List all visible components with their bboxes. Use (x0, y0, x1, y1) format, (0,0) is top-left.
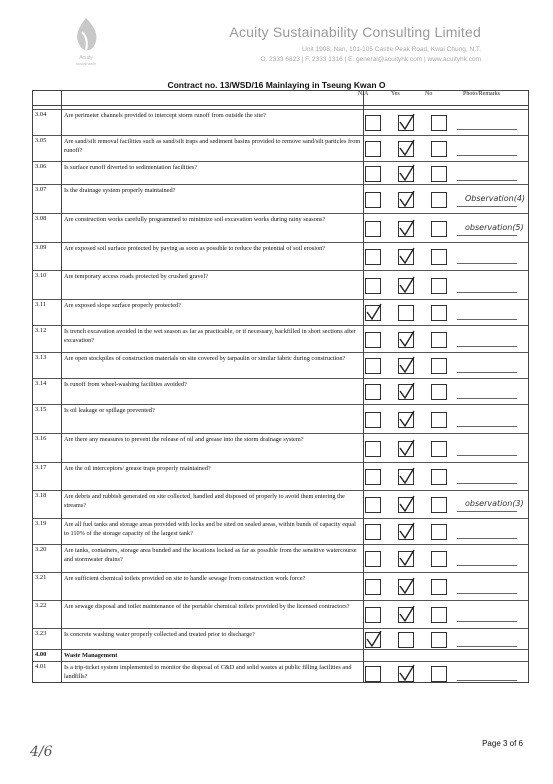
checkmark-icon (398, 138, 416, 158)
checkbox-na[interactable] (365, 524, 381, 540)
checkbox-na[interactable] (365, 632, 381, 648)
checkmark-icon (398, 218, 416, 238)
checkmark-icon (398, 355, 416, 375)
remarks-line (457, 206, 517, 207)
checkbox-na[interactable] (365, 278, 381, 294)
handwritten-remark: Observation(4) (465, 194, 526, 203)
checkbox-yes[interactable] (398, 221, 414, 237)
checkbox-no[interactable] (431, 249, 447, 265)
checkmark-icon (365, 629, 383, 649)
table-row (33, 649, 528, 661)
checkbox-na[interactable] (365, 166, 381, 182)
row-number: 3.22 (35, 602, 47, 609)
row-question: Are sand/silt removal facilities such as sand/silt traps and sediment basins provided to remove sand/silt particles from runoff? (64, 138, 361, 154)
table-row (33, 462, 528, 490)
row-number: 3.05 (35, 137, 47, 144)
table-row (33, 628, 528, 649)
table-row (33, 184, 528, 213)
checkbox-yes[interactable] (398, 441, 414, 457)
remarks-line (457, 538, 517, 539)
remarks-line (457, 426, 517, 427)
checkmark-icon (398, 163, 416, 183)
row-question: Are sewage disposal and toilet maintenance of the portable chemical toilets provided by the licensed contractors? (64, 603, 350, 610)
table-row (33, 270, 528, 299)
checkmark-icon (365, 302, 383, 322)
row-question: Is runoff from wheel-washing facilities avoided? (64, 381, 187, 388)
checkbox-no[interactable] (431, 305, 447, 321)
row-number: 4.00 (35, 651, 47, 658)
remarks-line (457, 646, 517, 647)
checkmark-icon (398, 112, 416, 132)
row-question: Are the oil interceptors/ grease traps properly maintained? (64, 465, 211, 472)
row-question: Are all fuel tanks and storage areas provided with locks and be sited on sealed areas, within bunds of capacity equal to 110% of the storage capacity of the largest tank? (64, 521, 356, 537)
checkbox-na[interactable] (365, 332, 381, 348)
row-question: Are temporary access roads protected by crushed gravel? (64, 273, 208, 280)
checkbox-no[interactable] (431, 221, 447, 237)
row-number: 3.09 (35, 244, 47, 251)
checkmark-icon (398, 466, 416, 486)
column-header-no: No (425, 91, 433, 97)
checkbox-yes[interactable] (398, 551, 414, 567)
table-row (33, 378, 528, 404)
row-number: 3.12 (35, 327, 47, 334)
checkbox-no[interactable] (431, 332, 447, 348)
row-number: 3.06 (35, 163, 47, 170)
checkmark-icon (398, 275, 416, 295)
checkbox-na[interactable] (365, 412, 381, 428)
row-question: Are perimeter channels provided to intercept storm runoff from outside the site? (64, 112, 266, 119)
row-question: Are exposed soil surface protected by paving as soon as possible to reduce the potential of soil erosion? (64, 245, 326, 252)
remarks-line (457, 346, 517, 347)
checkbox-na[interactable] (365, 141, 381, 157)
company-address: Unit 1908, Nan, 101-105 Castle Peak Road, Kwai Chung, N.T. (302, 46, 481, 53)
row-question: Are tanks, containers, storage area bunded and the locations locked as far as possible from the sensitive watercourse and stormwater drains? (64, 547, 357, 563)
row-question: Waste Management (64, 652, 118, 659)
checkbox-na[interactable] (365, 358, 381, 374)
row-question: Is a trip-ticket system implemented to monitor the disposal of C&D and solid wastes at public filling facilities and landfills? (64, 664, 352, 680)
table-row (33, 661, 528, 684)
remarks-line (457, 621, 517, 622)
checkbox-yes[interactable] (398, 249, 414, 265)
checkbox-yes[interactable] (398, 579, 414, 595)
checkbox-no[interactable] (431, 192, 447, 208)
handwritten-page-note: 4/6 (30, 744, 53, 760)
checkbox-na[interactable] (365, 305, 381, 321)
handwritten-remark: observation(5) (465, 223, 524, 232)
page-number: Page 3 of 6 (482, 739, 523, 748)
table-row (33, 135, 528, 161)
checkbox-yes[interactable] (398, 524, 414, 540)
checkmark-icon (398, 494, 416, 514)
checkbox-yes[interactable] (398, 666, 414, 682)
table-row (33, 299, 528, 325)
checkbox-yes[interactable] (398, 607, 414, 623)
checkbox-na[interactable] (365, 115, 381, 131)
table-row (33, 572, 528, 600)
row-number: 3.04 (35, 111, 47, 118)
row-question: Are open stockpiles of construction materials on site covered by tarpaulin or similar fabric during construction? (64, 355, 346, 362)
row-question: Is trench excavation avoided in the wet season as far as practicable, or if necessary, backfilled in short sections after excavation? (64, 328, 356, 344)
remarks-line (457, 593, 517, 594)
remarks-line (457, 372, 517, 373)
svg-text:sustainable: sustainable (75, 61, 97, 66)
checkbox-na[interactable] (365, 221, 381, 237)
remarks-line (457, 565, 517, 566)
row-question: Are sufficient chemical toilets provided on site to handle sewage from construction work force? (64, 575, 306, 582)
checkbox-no[interactable] (431, 412, 447, 428)
column-header-na: N/A (358, 91, 369, 97)
checkbox-yes[interactable] (398, 469, 414, 485)
table-row (33, 325, 528, 352)
table-row (33, 242, 528, 270)
checkmark-icon (398, 604, 416, 624)
row-number: 3.11 (35, 301, 47, 308)
checkbox-yes[interactable] (398, 278, 414, 294)
remarks-line (457, 129, 517, 130)
company-logo (60, 14, 112, 66)
checkbox-na[interactable] (365, 579, 381, 595)
checkbox-yes[interactable] (398, 305, 414, 321)
checkbox-yes[interactable] (398, 166, 414, 182)
checkbox-yes[interactable] (398, 632, 414, 648)
checkbox-na[interactable] (365, 441, 381, 457)
checkmark-icon (398, 521, 416, 541)
remarks-line (457, 483, 517, 484)
checkbox-no[interactable] (431, 497, 447, 513)
remarks-line (457, 180, 517, 181)
checkbox-yes[interactable] (398, 192, 414, 208)
checkbox-yes[interactable] (398, 141, 414, 157)
checkbox-na[interactable] (365, 666, 381, 682)
company-name: Acuity Sustainability Consulting Limited (229, 24, 481, 40)
checkbox-na[interactable] (365, 384, 381, 400)
checkbox-no[interactable] (431, 632, 447, 648)
row-number: 3.15 (35, 406, 47, 413)
row-number: 3.23 (35, 630, 47, 637)
checkbox-no[interactable] (431, 441, 447, 457)
remarks-line (457, 398, 517, 399)
remarks-line (457, 511, 517, 512)
checkbox-na[interactable] (365, 607, 381, 623)
table-row (33, 600, 528, 628)
row-question: Is concrete washing water properly collected and treated prior to discharge? (64, 631, 255, 638)
checkbox-no[interactable] (431, 607, 447, 623)
row-question: Are exposed slope surface properly protected? (64, 302, 181, 309)
table-row (33, 109, 528, 135)
remarks-line (457, 263, 517, 264)
checkbox-no[interactable] (431, 551, 447, 567)
checkmark-icon (398, 381, 416, 401)
checkbox-no[interactable] (431, 579, 447, 595)
checkbox-no[interactable] (431, 141, 447, 157)
checkbox-no[interactable] (431, 278, 447, 294)
checkbox-no[interactable] (431, 384, 447, 400)
checkbox-na[interactable] (365, 497, 381, 513)
table-row (33, 213, 528, 242)
column-header-remarks: Photo/Remarks (463, 91, 500, 97)
checkbox-yes[interactable] (398, 115, 414, 131)
table-row (33, 404, 528, 433)
checkbox-yes[interactable] (398, 332, 414, 348)
row-question: Are construction works carefully programmed to minimize soil excavation works during rainy seasons? (64, 216, 326, 223)
table-row (33, 518, 528, 544)
remarks-line (457, 235, 517, 236)
row-number: 3.18 (35, 492, 47, 499)
svg-text:Acuity: Acuity (79, 55, 93, 61)
row-number: 3.08 (35, 215, 47, 222)
remarks-line (457, 319, 517, 320)
checkmark-icon (398, 576, 416, 596)
row-question: Is surface runoff diverted to sedimentation facilities? (64, 164, 198, 171)
checkbox-yes[interactable] (398, 497, 414, 513)
checkmark-icon (398, 409, 416, 429)
remarks-line (457, 455, 517, 456)
checkbox-no[interactable] (431, 666, 447, 682)
row-question: Are there any measures to prevent the release of oil and grease into the storm drainage system? (64, 436, 304, 443)
row-number: 3.07 (35, 186, 47, 193)
remarks-line (457, 292, 517, 293)
checklist-table (32, 90, 529, 683)
checkbox-no[interactable] (431, 358, 447, 374)
checkbox-yes[interactable] (398, 358, 414, 374)
checkmark-icon (398, 189, 416, 209)
table-row (33, 490, 528, 518)
row-number: 3.21 (35, 574, 47, 581)
checkbox-yes[interactable] (398, 384, 414, 400)
page-title: Contract no. 13/WSD/16 Mainlaying in Tseung Kwan O (167, 80, 386, 90)
table-row (33, 161, 528, 184)
checkbox-yes[interactable] (398, 412, 414, 428)
row-number: 3.14 (35, 380, 47, 387)
checkmark-icon (398, 246, 416, 266)
table-row (33, 352, 528, 378)
checkbox-no[interactable] (431, 115, 447, 131)
checkmark-icon (398, 663, 416, 683)
row-question: Is oil leakage or spillage prevented? (64, 407, 155, 414)
company-contact: O. 2333 6823 | F. 2333 1316 | E. general@acuityhk.com | www.acuityhk.com (260, 56, 481, 63)
row-number: 3.13 (35, 354, 47, 361)
row-number: 3.10 (35, 272, 47, 279)
column-header-yes: Yes (391, 91, 400, 97)
checkbox-na[interactable] (365, 192, 381, 208)
row-number: 4.01 (35, 663, 47, 670)
row-number: 3.17 (35, 464, 47, 471)
remarks-line (457, 680, 517, 681)
row-number: 3.16 (35, 435, 47, 442)
checkbox-na[interactable] (365, 249, 381, 265)
checkbox-no[interactable] (431, 166, 447, 182)
handwritten-remark: observation(3) (465, 499, 524, 508)
checkbox-no[interactable] (431, 469, 447, 485)
remarks-line (457, 155, 517, 156)
row-number: 3.20 (35, 546, 47, 553)
table-row (33, 433, 528, 462)
checkbox-no[interactable] (431, 524, 447, 540)
checkmark-icon (398, 329, 416, 349)
checkmark-icon (398, 548, 416, 568)
checkmark-icon (398, 438, 416, 458)
checkbox-na[interactable] (365, 469, 381, 485)
row-question: Is the drainage system properly maintained? (64, 187, 176, 194)
table-row (33, 544, 528, 572)
row-number: 3.19 (35, 520, 47, 527)
checkbox-na[interactable] (365, 551, 381, 567)
row-question: Are debris and rubbish generated on site collected, handled and disposed of properly to avoid them entering the streams? (64, 493, 345, 509)
